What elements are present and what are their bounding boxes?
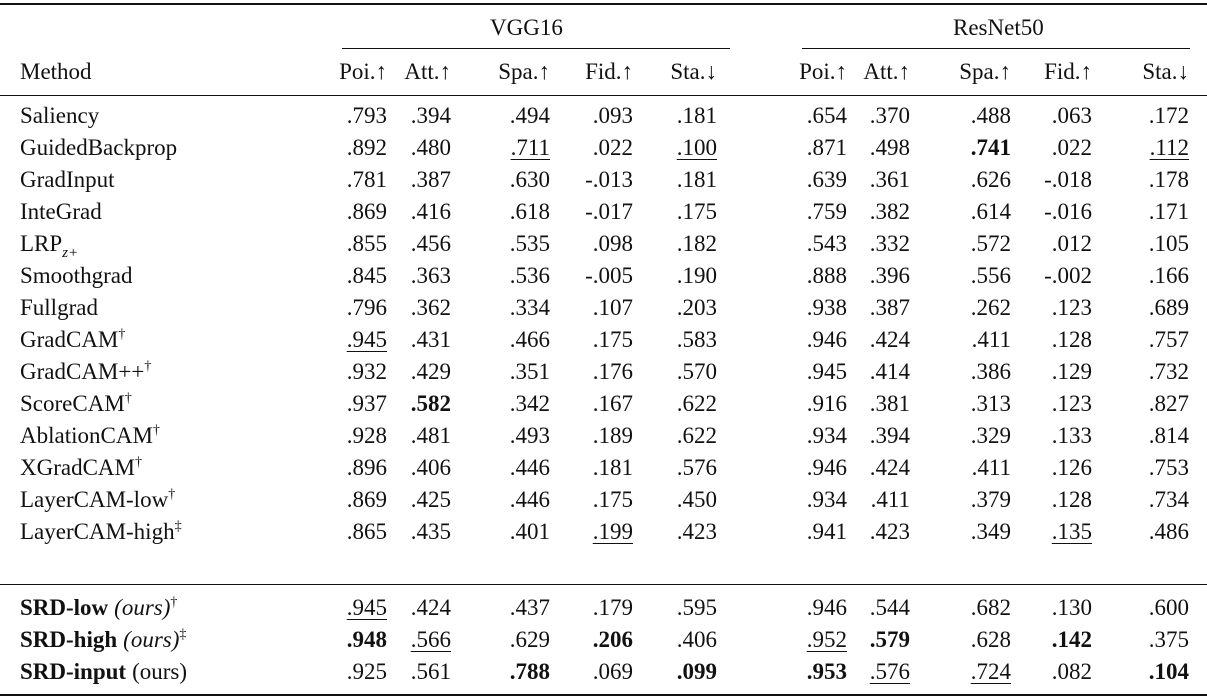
- cell-res-spa: .313: [970, 391, 1011, 416]
- metric-header-res-spa: Spa.↑: [959, 59, 1011, 84]
- cell-res-fid: .123: [1051, 391, 1092, 416]
- cell-res-sta: .112: [1149, 135, 1189, 160]
- method-superscript: ‡: [174, 519, 182, 534]
- bottom-rule: [0, 694, 1207, 696]
- cell-res-fid: .128: [1051, 487, 1092, 512]
- cell-res-sta: .757: [1148, 327, 1189, 352]
- cell-vgg-att: .425: [410, 487, 451, 512]
- method-name: [20, 626, 186, 654]
- metric-header-vgg-spa: Spa.↑: [498, 59, 550, 84]
- method-label: XGradCAM: [20, 455, 135, 480]
- method-name: [20, 326, 125, 354]
- cell-vgg-att: .363: [410, 263, 451, 288]
- cell-vgg-spa: .493: [509, 423, 550, 448]
- cell-res-spa: .572: [970, 231, 1011, 256]
- cell-vgg-spa: .351: [509, 359, 550, 384]
- cell-vgg-sta: .175: [676, 199, 717, 224]
- cell-vgg-spa: .630: [509, 167, 550, 192]
- cell-vgg-poi: .781: [346, 167, 387, 192]
- method-superscript: †: [152, 423, 160, 438]
- cell-res-fid: .135: [1051, 519, 1092, 544]
- method-name: [20, 486, 175, 514]
- cell-res-att: .576: [869, 659, 910, 684]
- cell-vgg-att: .406: [410, 455, 451, 480]
- cell-vgg-fid: .206: [592, 627, 633, 652]
- cell-res-sta: .486: [1148, 519, 1189, 544]
- cell-vgg-poi: .796: [346, 295, 387, 320]
- cell-res-fid: -.002: [1044, 263, 1092, 288]
- cell-vgg-att: .435: [410, 519, 451, 544]
- cell-vgg-att: .582: [410, 391, 451, 416]
- cell-vgg-fid: -.013: [585, 167, 633, 192]
- cell-vgg-spa: .401: [509, 519, 550, 544]
- cell-vgg-spa: .711: [510, 135, 550, 160]
- cell-vgg-spa: .446: [509, 455, 550, 480]
- cell-res-sta: .171: [1148, 199, 1189, 224]
- cell-res-poi: .654: [806, 103, 847, 128]
- cell-res-fid: .063: [1051, 103, 1092, 128]
- cell-res-spa: .386: [970, 359, 1011, 384]
- cell-vgg-fid: .175: [592, 487, 633, 512]
- ours-tag: (ours): [132, 659, 188, 684]
- cell-vgg-fid: .179: [592, 595, 633, 620]
- method-superscript: ‡: [179, 627, 187, 642]
- cell-res-spa: .614: [970, 199, 1011, 224]
- cell-vgg-spa: .342: [509, 391, 550, 416]
- cell-res-poi: .934: [806, 487, 847, 512]
- cell-res-sta: .732: [1148, 359, 1189, 384]
- cell-vgg-poi: .869: [346, 487, 387, 512]
- metric-header-vgg-poi: Poi.↑: [339, 59, 387, 84]
- cell-res-poi: .945: [806, 359, 847, 384]
- cell-vgg-poi: .892: [346, 135, 387, 160]
- cell-res-spa: .379: [970, 487, 1011, 512]
- method-superscript: †: [144, 359, 152, 374]
- cell-res-att: .381: [869, 391, 910, 416]
- ours-separator-rule: [0, 584, 1207, 585]
- cell-res-sta: .178: [1148, 167, 1189, 192]
- cell-vgg-att: .566: [410, 627, 451, 652]
- cell-res-att: .361: [869, 167, 910, 192]
- method-label: GradInput: [20, 167, 115, 192]
- cell-vgg-poi: .932: [346, 359, 387, 384]
- cell-vgg-spa: .446: [509, 487, 550, 512]
- metric-header-vgg-att: Att.↑: [404, 59, 451, 84]
- cell-vgg-poi: .945: [346, 595, 387, 620]
- cell-res-spa: .628: [970, 627, 1011, 652]
- cell-res-att: .423: [869, 519, 910, 544]
- ours-tag: (ours): [114, 595, 171, 620]
- cell-vgg-fid: .181: [592, 455, 633, 480]
- cell-res-poi: .953: [806, 659, 847, 684]
- cell-res-fid: .133: [1051, 423, 1092, 448]
- ours-tag: (ours): [123, 627, 180, 652]
- method-name: [20, 198, 102, 226]
- method-label: Smoothgrad: [20, 263, 133, 288]
- method-superscript: †: [124, 391, 132, 406]
- cell-vgg-spa: .535: [509, 231, 550, 256]
- cell-res-poi: .543: [806, 231, 847, 256]
- cell-vgg-sta: .595: [676, 595, 717, 620]
- cell-res-spa: .724: [970, 659, 1011, 684]
- cell-res-fid: .129: [1051, 359, 1092, 384]
- cell-res-att: .579: [869, 627, 910, 652]
- cell-res-fid: -.016: [1044, 199, 1092, 224]
- cell-vgg-sta: .203: [676, 295, 717, 320]
- cell-res-att: .370: [869, 103, 910, 128]
- cell-vgg-fid: .069: [592, 659, 633, 684]
- cell-res-fid: .142: [1051, 627, 1092, 652]
- cell-res-att: .387: [869, 295, 910, 320]
- cell-res-fid: .126: [1051, 455, 1092, 480]
- cell-res-fid: .082: [1051, 659, 1092, 684]
- top-rule: [0, 3, 1207, 5]
- cell-res-att: .498: [869, 135, 910, 160]
- cell-vgg-att: .394: [410, 103, 451, 128]
- method-superscript: †: [118, 327, 126, 342]
- vgg16-cmidrule: [342, 48, 730, 49]
- cell-vgg-spa: .618: [509, 199, 550, 224]
- cell-vgg-fid: .107: [592, 295, 633, 320]
- method-name: [20, 390, 132, 418]
- method-name: [20, 658, 187, 686]
- group-header-vgg16: VGG16: [490, 15, 563, 40]
- cell-res-spa: .488: [970, 103, 1011, 128]
- method-label: GradCAM: [20, 327, 119, 352]
- cell-vgg-fid: -.005: [585, 263, 633, 288]
- cell-vgg-fid: .175: [592, 327, 633, 352]
- cell-vgg-att: .481: [410, 423, 451, 448]
- cell-vgg-att: .362: [410, 295, 451, 320]
- cell-vgg-sta: .182: [676, 231, 717, 256]
- cell-vgg-poi: .896: [346, 455, 387, 480]
- cell-vgg-poi: .855: [346, 231, 387, 256]
- method-name: [20, 518, 182, 546]
- cell-vgg-att: .561: [410, 659, 451, 684]
- cell-vgg-poi: .945: [346, 327, 387, 352]
- cell-vgg-sta: .190: [676, 263, 717, 288]
- method-name: [20, 422, 160, 450]
- method-name: [20, 134, 177, 162]
- method-label: Saliency: [20, 103, 100, 128]
- cell-res-poi: .639: [806, 167, 847, 192]
- method-name: [20, 294, 98, 322]
- cell-res-spa: .411: [971, 455, 1011, 480]
- cell-vgg-fid: .098: [592, 231, 633, 256]
- cell-res-sta: .814: [1148, 423, 1189, 448]
- method-label: LRP: [20, 231, 63, 256]
- cell-res-att: .396: [869, 263, 910, 288]
- cell-vgg-spa: .629: [509, 627, 550, 652]
- cell-vgg-poi: .937: [346, 391, 387, 416]
- cell-res-att: .411: [870, 487, 910, 512]
- method-label: ScoreCAM: [20, 391, 125, 416]
- cell-res-poi: .946: [806, 595, 847, 620]
- cell-vgg-spa: .466: [509, 327, 550, 352]
- resnet50-cmidrule: [802, 48, 1190, 49]
- cell-vgg-spa: .334: [509, 295, 550, 320]
- method-label: AblationCAM: [20, 423, 153, 448]
- method-column-header: Method: [20, 59, 92, 84]
- cell-res-att: .332: [869, 231, 910, 256]
- group-header-resnet50: ResNet50: [953, 15, 1044, 40]
- metric-header-res-poi: Poi.↑: [799, 59, 847, 84]
- cell-vgg-fid: -.017: [585, 199, 633, 224]
- method-superscript: †: [135, 455, 142, 470]
- cell-vgg-poi: .793: [346, 103, 387, 128]
- cell-vgg-sta: .622: [676, 391, 717, 416]
- method-subscript: z+: [62, 245, 79, 261]
- cell-vgg-att: .456: [410, 231, 451, 256]
- cell-res-poi: .941: [806, 519, 847, 544]
- cell-res-sta: .166: [1148, 263, 1189, 288]
- cell-vgg-sta: .100: [676, 135, 717, 160]
- cell-vgg-sta: .583: [676, 327, 717, 352]
- cell-vgg-att: .429: [410, 359, 451, 384]
- method-name: [20, 358, 151, 386]
- cell-vgg-att: .431: [410, 327, 451, 352]
- cell-vgg-fid: .199: [592, 519, 633, 544]
- method-label: LayerCAM-low: [20, 487, 169, 512]
- cell-res-sta: .172: [1148, 103, 1189, 128]
- cell-vgg-poi: .925: [346, 659, 387, 684]
- metric-header-vgg-sta: Sta.↓: [670, 59, 717, 84]
- cell-res-att: .424: [869, 327, 910, 352]
- cell-res-poi: .934: [806, 423, 847, 448]
- cell-res-poi: .916: [806, 391, 847, 416]
- cell-vgg-fid: .189: [592, 423, 633, 448]
- cell-vgg-sta: .570: [676, 359, 717, 384]
- method-label: Fullgrad: [20, 295, 98, 320]
- cell-res-fid: .022: [1051, 135, 1092, 160]
- cell-res-spa: .349: [970, 519, 1011, 544]
- cell-res-att: .382: [869, 199, 910, 224]
- method-label: SRD-high: [20, 627, 118, 652]
- metric-header-res-fid: Fid.↑: [1044, 59, 1092, 84]
- cell-res-fid: -.018: [1044, 167, 1092, 192]
- cell-vgg-fid: .176: [592, 359, 633, 384]
- cell-res-att: .544: [869, 595, 910, 620]
- method-name: [20, 454, 142, 482]
- cell-vgg-spa: .494: [509, 103, 550, 128]
- cell-res-fid: .123: [1051, 295, 1092, 320]
- cell-res-spa: .626: [970, 167, 1011, 192]
- cell-vgg-poi: .869: [346, 199, 387, 224]
- cell-res-sta: .734: [1148, 487, 1189, 512]
- cell-res-spa: .262: [970, 295, 1011, 320]
- cell-vgg-sta: .099: [676, 659, 717, 684]
- cell-res-fid: .012: [1051, 231, 1092, 256]
- method-label: SRD-low: [20, 595, 109, 620]
- cell-res-fid: .128: [1051, 327, 1092, 352]
- cell-vgg-sta: .622: [676, 423, 717, 448]
- cell-vgg-fid: .167: [592, 391, 633, 416]
- cell-vgg-spa: .788: [509, 659, 550, 684]
- method-superscript: †: [168, 487, 176, 502]
- method-name: [20, 594, 177, 622]
- cell-res-att: .414: [869, 359, 910, 384]
- cell-res-spa: .329: [970, 423, 1011, 448]
- cell-res-poi: .952: [806, 627, 847, 652]
- cell-vgg-spa: .536: [509, 263, 550, 288]
- cell-res-sta: .104: [1148, 659, 1189, 684]
- cell-res-sta: .375: [1148, 627, 1189, 652]
- cell-vgg-fid: .022: [592, 135, 633, 160]
- metric-header-vgg-fid: Fid.↑: [585, 59, 633, 84]
- metric-header-res-sta: Sta.↓: [1142, 59, 1189, 84]
- cell-vgg-att: .416: [410, 199, 451, 224]
- method-label: LayerCAM-high: [20, 519, 175, 544]
- cell-vgg-poi: .865: [346, 519, 387, 544]
- cell-vgg-sta: .576: [676, 455, 717, 480]
- method-name: [20, 102, 99, 130]
- cell-vgg-poi: .948: [346, 627, 387, 652]
- cell-vgg-sta: .181: [676, 167, 717, 192]
- cell-res-poi: .871: [806, 135, 847, 160]
- method-name: [20, 230, 79, 261]
- cell-res-att: .424: [869, 455, 910, 480]
- cell-res-spa: .741: [970, 135, 1011, 160]
- method-name: [20, 262, 132, 290]
- method-superscript: †: [170, 595, 178, 610]
- cell-res-sta: .105: [1148, 231, 1189, 256]
- cell-vgg-poi: .845: [346, 263, 387, 288]
- cell-res-poi: .888: [806, 263, 847, 288]
- cell-res-poi: .946: [806, 455, 847, 480]
- cell-vgg-sta: .450: [676, 487, 717, 512]
- method-label: InteGrad: [20, 199, 102, 224]
- cell-vgg-poi: .928: [346, 423, 387, 448]
- cell-vgg-spa: .437: [509, 595, 550, 620]
- cell-res-spa: .556: [970, 263, 1011, 288]
- cell-res-sta: .753: [1148, 455, 1189, 480]
- cell-vgg-att: .387: [410, 167, 451, 192]
- cell-res-sta: .600: [1148, 595, 1189, 620]
- cell-vgg-att: .480: [410, 135, 451, 160]
- cell-vgg-fid: .093: [592, 103, 633, 128]
- method-label: GuidedBackprop: [20, 135, 178, 160]
- cell-res-att: .394: [869, 423, 910, 448]
- cell-res-poi: .946: [806, 327, 847, 352]
- cell-res-poi: .759: [806, 199, 847, 224]
- cell-vgg-sta: .423: [676, 519, 717, 544]
- cell-res-sta: .689: [1148, 295, 1189, 320]
- header-rule: [0, 95, 1207, 96]
- cell-res-sta: .827: [1148, 391, 1189, 416]
- method-name: [20, 166, 115, 194]
- cell-res-poi: .938: [806, 295, 847, 320]
- method-label: SRD-input: [20, 659, 127, 684]
- cell-vgg-sta: .181: [676, 103, 717, 128]
- cell-res-fid: .130: [1051, 595, 1092, 620]
- cell-vgg-sta: .406: [676, 627, 717, 652]
- cell-res-spa: .682: [970, 595, 1011, 620]
- cell-vgg-att: .424: [410, 595, 451, 620]
- cell-res-spa: .411: [971, 327, 1011, 352]
- metric-header-res-att: Att.↑: [863, 59, 910, 84]
- method-label: GradCAM++: [20, 359, 145, 384]
